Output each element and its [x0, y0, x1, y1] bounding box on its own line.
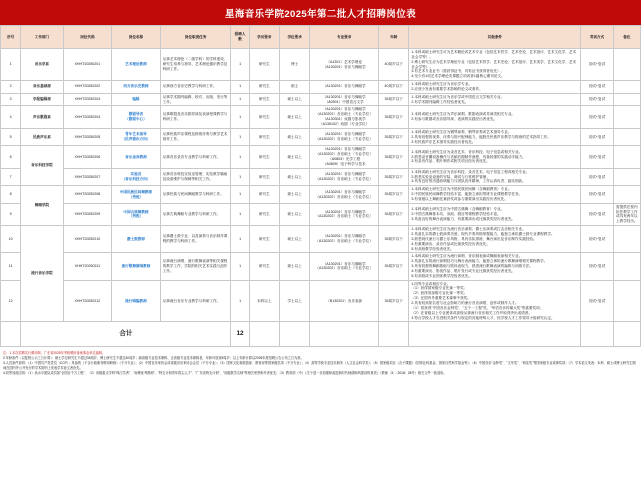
cell-other-conditions: [409, 128, 581, 146]
footnote-line: 2.年龄条件（以复核公示之日计算）：硕士学位研究生不超过35周岁，博士研究生不超过40周岁；副高级专业技术职称、正高级专业技术职称者，年龄可放宽5周岁；以上年龄计算以2025年度招聘公告公布之日为准。: [3, 356, 304, 361]
cell-age: 35周岁以下: [379, 280, 409, 322]
dline: 从事音乐录音专业教学与科研工作。: [162, 154, 221, 159]
cell-other-conditions: [409, 106, 581, 128]
cell-major: [310, 226, 379, 253]
cell-age: 35周岁以下: [379, 253, 409, 280]
dline: 从事歌剧及音乐剧导演及表演授课教学与科研工作。: [162, 112, 228, 122]
oline: 1.本科或硕士研究生应为音乐学专业。: [411, 82, 472, 87]
mline: （A135102）戏剧（专业学位）: [319, 121, 370, 126]
cell-degree: 硕士以上: [279, 93, 309, 106]
total-spacer-note: [613, 322, 640, 347]
cell-age: 35周岁以下: [379, 128, 409, 146]
cell-note: [613, 226, 640, 253]
cell-index: 5: [1, 128, 21, 146]
column-header-department: 工作部门: [21, 26, 63, 49]
oline: 1.本科或硕士研究生应为流行音乐演奏、爵士乐演奏或打击乐相关专业。: [411, 227, 526, 232]
cell-position-code: XHHT20250201: [63, 49, 112, 81]
mline: （A0809）电子科学与技术: [322, 161, 366, 166]
cell-duty: [160, 106, 231, 128]
cell-count: 1: [231, 106, 249, 128]
cell-education: 研究生: [249, 186, 279, 204]
mline: （A130202）音乐硕士（专业学位）: [315, 194, 373, 199]
table-row: [1, 146, 641, 168]
mline: （A130202）音乐硕士（专业学位）: [315, 152, 373, 157]
total-spacer-other: [409, 322, 581, 347]
cell-major: [310, 186, 379, 204]
cell-department: 音乐基础部: [21, 81, 63, 94]
cell-education: 研究生: [249, 93, 279, 106]
table-footnotes: [0, 347, 641, 381]
cell-position-code: XHHT20250202: [63, 81, 112, 94]
mline: （A130301）戏剧与影视学: [322, 117, 366, 122]
cell-education: 研究生: [249, 226, 279, 253]
cell-degree: 硕士以上: [279, 106, 309, 128]
cell-major: [310, 81, 379, 94]
cell-department: 音乐科技学院: [21, 146, 63, 186]
mline: （A130201）音乐与舞蹈学: [322, 107, 366, 112]
mline: （A130201）音乐与舞蹈学: [322, 94, 366, 99]
column-header-other: 其他条件: [409, 26, 581, 49]
cell-duty: [160, 226, 231, 253]
cell-position-code: XHHT20250212: [63, 280, 112, 322]
cell-count: 1: [231, 203, 249, 225]
oline: 2.有学术期刊编辑工作经验者优先。: [411, 99, 469, 104]
total-row: [1, 322, 641, 347]
cell-position-name[interactable]: 艺术理论教师: [112, 49, 161, 81]
cell-index: 6: [1, 146, 21, 168]
cell-major: [310, 146, 379, 168]
cell-major: [310, 203, 379, 225]
cell-exam-method: 初试+复试: [581, 253, 613, 280]
total-spacer-exam: [581, 322, 613, 347]
cell-index: 4: [1, 106, 21, 128]
oline: 3.有民族声乐艺术指导实践经历者优先。: [411, 139, 476, 144]
oline: 3.有录音作品、唱片制作或相关项目经历者优先。: [411, 159, 490, 164]
cell-degree: 硕士以上: [279, 186, 309, 204]
cell-duty: [160, 93, 231, 106]
cell-department: 声乐歌剧系: [21, 106, 63, 128]
oline: 1.本科或硕士研究生应为声乐演唱、歌剧表演或导演类相关专业。: [411, 112, 516, 117]
dline: 从事古典舞蹈专业教学与科研工作。: [162, 212, 221, 217]
mline: （A1301）艺术学理论: [326, 59, 362, 64]
cell-note: [613, 280, 640, 322]
cell-education: 研究生: [249, 168, 279, 186]
cell-duty: [160, 253, 231, 280]
column-header-degree: 学位要求: [279, 26, 309, 49]
total-spacer-age: [379, 322, 409, 347]
cell-position-name[interactable]: 实验员 （音乐科技方向）: [112, 168, 161, 186]
cell-index: 3: [1, 93, 21, 106]
mline: （B130201）音乐表演: [326, 298, 363, 303]
oline: 2.熟悉实验室设备的安装、调试与日常维护管理。: [411, 174, 490, 179]
cell-education: 研究生: [249, 146, 279, 168]
oline: 1.本科或硕士研究生应为中国民族民间舞（含舞蹈教育）专业。: [411, 187, 512, 192]
cell-count: 1: [231, 280, 249, 322]
mline: （A130202）音乐硕士（专业学位）: [315, 112, 373, 117]
dline: 从事学术期刊编辑、校对、出版、发行等工作。: [162, 94, 228, 104]
cell-other-conditions: [409, 93, 581, 106]
cell-degree: 博士: [279, 49, 309, 81]
mline: （A130201）音乐与舞蹈学: [322, 132, 366, 137]
cell-exam-method: 初试+复试: [581, 186, 613, 204]
oline: 1.本科或硕士研究生可为艺术概论或艺术专业（包括艺术哲学、艺术史论、艺术批评、艺术文化学、艺术社会学等）。: [411, 50, 577, 59]
oline: 4.至少有1项艺术学理论类课题立项或者1篇核心期刊论文。: [411, 74, 505, 79]
cell-degree: 硕士: [279, 81, 309, 94]
cell-index: 2: [1, 81, 21, 94]
cell-other-conditions: [409, 186, 581, 204]
mline: （A130201）音乐与舞蹈学: [322, 64, 366, 69]
oline: 2.具有较强的视奏、伴奏与即兴配弹能力，能胜任民族声乐教学与排练的艺术指导工作。: [411, 134, 551, 139]
cell-age: 35周岁以下: [379, 186, 409, 204]
cell-note: [613, 106, 640, 128]
cell-exam-method: 初试+复试: [581, 226, 613, 253]
cell-position-name[interactable]: 流行歌舞演唱教师: [112, 253, 161, 280]
cell-position-name[interactable]: 西方音乐史教师: [112, 81, 161, 94]
oline: 1.本科或硕士研究生应为中国古典舞（含舞蹈教育）专业。: [411, 207, 505, 212]
cell-age: 35周岁以下: [379, 226, 409, 253]
mline: （A130201）音乐与舞蹈学: [322, 189, 366, 194]
cell-count: 1: [231, 81, 249, 94]
cell-other-conditions: [409, 81, 581, 94]
dline: 从事民族声乐课程及排练伴奏与教学艺术指导工作。: [162, 132, 228, 142]
total-spacer-degree: [279, 322, 309, 347]
cell-position-name[interactable]: 编辑: [112, 93, 161, 106]
cell-age: 35周岁以下: [379, 106, 409, 128]
cell-major: [310, 49, 379, 81]
cell-other-conditions: [409, 203, 581, 225]
oline: 3.有艺术专业证书（需获得证书，具有证书获得者优先）。: [411, 69, 505, 74]
oline: （2）在省级以上专业团体或高校从事流行音乐相关工作并取得突出成绩者。: [411, 310, 532, 315]
cell-position-code: XHHT20250207: [63, 168, 112, 186]
oline: 3.具有较强的舞蹈基础与肢体表现力，熟悉流行歌舞表演的编排与训练方法。: [411, 264, 533, 269]
cell-note: [613, 146, 640, 168]
table-row: [1, 49, 641, 81]
table-row: [1, 203, 641, 225]
cell-degree: 学士以上: [279, 280, 309, 322]
oline: 3.具备良好的舞台表演能力，有重要演出或比赛获奖经历者优先。: [411, 216, 516, 221]
cell-education: 研究生: [249, 203, 279, 225]
oline: 2.具备扎实的流行演唱技巧与舞台表演能力，能独立承担流行歌舞演唱相关课程教学。: [411, 259, 548, 264]
recruitment-positions-table: [0, 25, 641, 347]
oline: 2.具备扎实的爵士鼓演奏功底、现代节奏风格掌握能力，能独立承担爵士鼓专业课程教学。: [411, 232, 555, 236]
total-spacer-index: [1, 322, 21, 347]
cell-index: 7: [1, 168, 21, 186]
oline: （1）获得国家级专业比赛一等奖；: [411, 286, 468, 291]
position-name-sub: （音乐科技方向）: [121, 176, 151, 181]
table-row: [1, 128, 641, 146]
cell-index: 10: [1, 226, 21, 253]
cell-duty: [160, 186, 231, 204]
cell-position-name[interactable]: 中国古典舞教师 （男班）: [112, 203, 161, 225]
mline: （A130201）音乐与舞蹈学: [322, 209, 366, 214]
cell-education: 本科以上: [249, 280, 279, 322]
oline: 3.熟悉现代流行与爵士乐风格，具有乐队排练、舞台演出及音乐制作实践经验。: [411, 236, 537, 241]
table-row: [1, 280, 641, 322]
cell-note: [613, 81, 640, 94]
cell-education: 研究生: [249, 128, 279, 146]
cell-degree: 硕士以上: [279, 128, 309, 146]
total-spacer-major: [310, 322, 379, 347]
table-header-row: [1, 26, 641, 49]
mline: （A130202）音乐硕士（专业学位）: [315, 214, 373, 219]
table-body: [1, 49, 641, 347]
cell-degree: 硕士以上: [279, 253, 309, 280]
table-header: [1, 26, 641, 49]
position-name-sub: （民声演出方向）: [121, 137, 151, 142]
dline: 从事爵士鼓专业、以及演奏与音乐制作课程的教学与科研工作。: [162, 234, 228, 244]
cell-other-conditions: [409, 168, 581, 186]
column-header-age: 年龄: [379, 26, 409, 49]
oline: 3.具有良好的沟通协调能力与团队协作精神，工作认真负责、踏实细致。: [411, 179, 526, 184]
oline: 2.中国古典舞基本功、身韵、剧目等课程教学经验丰富。: [411, 212, 501, 217]
cell-age: 40周岁以下: [379, 49, 409, 81]
position-name-sub: （男班）: [128, 194, 144, 199]
cell-duty: [160, 128, 231, 146]
dline: 从事民族与民间舞蹈教学与科研工作。: [162, 192, 224, 197]
dline: 从事音乐科技实验室管理、实验教学辅助及设备维护与保障等相关工作。: [162, 172, 228, 181]
cell-position-name[interactable]: 歌剧导表 （歌剧中心）: [112, 106, 161, 128]
cell-age: 35周岁以下: [379, 168, 409, 186]
cell-position-code: XHHT20250209: [63, 203, 112, 225]
mline: （A130201）音乐与舞蹈学: [322, 172, 366, 177]
cell-department: 学报编辑部: [21, 93, 63, 106]
cell-note: [613, 128, 640, 146]
cell-note: [613, 49, 640, 81]
oline: 1.本科或硕士研究生应为音乐科技、录音艺术、电子信息工程或相关专业。: [411, 169, 530, 174]
column-header-count: 招聘人数: [231, 26, 249, 49]
cell-index: 9: [1, 203, 21, 225]
cell-count: 1: [231, 226, 249, 253]
cell-position-code: XHHT20250203: [63, 93, 112, 106]
column-header-duty: 岗位职责任务: [160, 26, 231, 49]
cell-age: 35周岁以下: [379, 93, 409, 106]
total-count: 12: [231, 322, 249, 347]
cell-index: 12: [1, 280, 21, 322]
cell-count: 1: [231, 186, 249, 204]
table-row: [1, 168, 641, 186]
total-spacer-education: [249, 322, 279, 347]
cell-degree: 硕士以上: [279, 146, 309, 168]
cell-education: 研究生: [249, 49, 279, 81]
column-header-position: 岗位名称: [112, 26, 161, 49]
cell-count: 1: [231, 128, 249, 146]
cell-education: 研究生: [249, 253, 279, 280]
cell-index: 1: [1, 49, 21, 81]
oline: 2.具有较高知名度与社会影响力的流行音乐演唱、创作或制作人才。: [411, 300, 519, 305]
cell-count: 1: [231, 93, 249, 106]
column-header-code: 岗位代码: [63, 26, 112, 49]
oline: 2.博士研究生应为艺术学理论专业（包括艺术哲学、艺术史论、艺术批评、艺术美学、艺术文化学、艺术社会学等）。: [411, 59, 577, 69]
table-row: [1, 253, 641, 280]
cell-education: 研究生: [249, 106, 279, 128]
cell-position-name[interactable]: 流行唱编教师: [112, 280, 161, 322]
table-row: [1, 186, 641, 204]
cell-exam-method: 初试+复试: [581, 93, 613, 106]
cell-degree: 硕士以上: [279, 203, 309, 225]
cell-department: 舞蹈学院: [21, 186, 63, 226]
oline: 5.有高校或专业团体教学经验者优先。: [411, 273, 472, 278]
footnote-line: 4.同等其他注明：（1）高水平团队成员如"全国百千万工程"、（2）省级重点学科"珠江学者"、"南粤优秀教师"、"特支计划青年拔尖人才"、"广东省特支计划"、"省级教学名师"等相关荣誉称号者优先；（3）教育部（中）《关于进一步加强和改进新时代师德师风建设的意见》（教师〔3〕〔2018〕28号）相关文件一致适用。: [3, 370, 447, 375]
table-row: [1, 81, 641, 94]
cell-position-name[interactable]: 中国民族民间舞教师 （男班）: [112, 186, 161, 204]
mline: （A130201）音乐与舞蹈学: [322, 84, 366, 89]
oline: 1.本科或硕士研究生应为录音艺术、音乐科技、电子信息或相关专业。: [411, 149, 523, 154]
cell-index: 8: [1, 186, 21, 204]
cell-position-code: XHHT20250205: [63, 128, 112, 146]
position-name-sub: （男班）: [128, 214, 144, 219]
cell-exam-method: 初试+复试: [581, 81, 613, 94]
cell-department: 音乐学系: [21, 49, 63, 81]
mline: （A130202）音乐硕士（专业学位）: [315, 239, 373, 244]
cell-note: [613, 168, 640, 186]
column-header-education: 学历要求: [249, 26, 279, 49]
page-title: 星海音乐学院2025年第二批人才招聘岗位表: [224, 8, 417, 20]
cell-exam-method: 初试+复试: [581, 106, 613, 128]
mline: （A130201）音乐与舞蹈学: [322, 261, 366, 266]
cell-note: [613, 253, 640, 280]
cell-age: 35周岁以下: [379, 146, 409, 168]
cell-exam-method: 初试+复试: [581, 168, 613, 186]
cell-position-code: XHHT20250210: [63, 226, 112, 253]
cell-position-name[interactable]: 青年艺术指导 （民声演出方向）: [112, 128, 161, 146]
table-row: [1, 93, 641, 106]
cell-other-conditions: [409, 226, 581, 253]
cell-age: 40周岁以下: [379, 81, 409, 94]
cell-education: 研究生: [249, 81, 279, 94]
oline: （3）在国内外重要艺术赛事中获奖。: [411, 296, 471, 301]
cell-major: [310, 128, 379, 146]
cell-duty: [160, 280, 231, 322]
cell-degree: 硕士以上: [279, 226, 309, 253]
cell-exam-method: 初试+复试: [581, 203, 613, 225]
cell-exam-method: 初试+复试: [581, 146, 613, 168]
cell-position-code: XHHT20250206: [63, 146, 112, 168]
cell-exam-method: 初试+复试: [581, 280, 613, 322]
cell-other-conditions: [409, 146, 581, 168]
cell-duty: [160, 81, 231, 94]
oline: 1.同等专业或相应专业。: [411, 281, 451, 286]
dline: 从事流行音乐专业教学与科研工作。: [162, 298, 221, 303]
mline: （A130201）音乐与舞蹈学: [322, 147, 366, 152]
cell-count: 1: [231, 253, 249, 280]
oline: 3.符合学校人才引进相关条件与规定的其他特殊人才，经学校人才工作领导小组研究认定。: [411, 315, 555, 320]
mline: （A0501）中国语言文学: [324, 99, 364, 104]
oline: （2）获得省部级专业比赛一等奖；: [411, 291, 468, 296]
cell-count: 1: [231, 168, 249, 186]
cell-note: [613, 186, 640, 204]
cell-other-conditions: [409, 253, 581, 280]
oline: 2.有参与歌剧或音乐剧导演、表演的实践经历者优先。: [411, 117, 498, 122]
cell-duty: [160, 49, 231, 81]
oline: 3.有省级以上舞蹈比赛获奖或参与重要演出实践经历者优先。: [411, 196, 508, 201]
cell-position-code: XHHT20250208: [63, 186, 112, 204]
cell-count: 1: [231, 146, 249, 168]
mline: （A130201）音乐与舞蹈学: [322, 234, 366, 239]
oline: 2.熟悉录音棚设备操作与音频后期制作流程，具备较强的实践动手能力。: [411, 154, 526, 159]
oline: 1.本科或硕士研究生应为音乐学或中国语言文学相关专业。: [411, 94, 505, 99]
footnote-line: 注：1.本次招聘实行聘用制，广东省2025年考核聘用备案事业单位编制。: [3, 351, 106, 356]
cell-major: [310, 93, 379, 106]
oline: 2.应获少发表有重要学术影响的论文或著作。: [411, 86, 483, 91]
cell-count: 1: [231, 49, 249, 81]
cell-department: 流行音乐学院: [21, 226, 63, 322]
oline: 1.本科或硕士研究生应为钢琴演奏、钢琴伴奏或艺术指导专业。: [411, 129, 512, 134]
dline: 从事流行演唱、流行歌舞表演等相关课程的教学工作，学院的相关艺术实践与创作工作。: [162, 259, 228, 273]
position-name-sub: （歌剧中心）: [125, 117, 147, 122]
cell-exam-method: 初试+复试: [581, 49, 613, 81]
mline: （A130202）音乐硕士（专业学位）: [315, 137, 373, 142]
cell-department: 民族声乐系: [21, 128, 63, 146]
cell-major: [310, 106, 379, 128]
cell-major: [310, 280, 379, 322]
cell-note: 需提供在校内担任教学工作或具有两年以上教学经历。: [613, 203, 640, 225]
table-row: [1, 226, 641, 253]
column-header-note: 备注: [613, 26, 640, 49]
cell-position-name[interactable]: 爵士鼓教师: [112, 226, 161, 253]
cell-position-name[interactable]: 音乐录音教师: [112, 146, 161, 168]
total-label: 合计: [21, 322, 231, 347]
cell-duty: [160, 168, 231, 186]
cell-index: 11: [1, 253, 21, 280]
mline: （A130202）音乐硕士（专业学位）: [315, 266, 373, 271]
cell-position-code: XHHT20250211: [63, 253, 112, 280]
column-header-index: 序号: [1, 26, 21, 49]
cell-age: 35周岁以下: [379, 203, 409, 225]
dline: 从事艺术理论（二级学科）的学科建设、研究生培养与指导，艺术理论通识教学及科研工作。: [162, 57, 228, 71]
column-header-major: 专业要求: [310, 26, 379, 49]
oline: （1）曾获得"中国音乐金钟奖"、"五个一工程"奖、"华语音乐传媒大奖"等重要奖项；: [411, 305, 544, 310]
footnote-line: 3.人员条件说明：（1）中国共产党党员（CCP）；具备的（不含行政职务聘用职称）（不分专业）；（2）中国音乐家协会或省级音乐家协会会员（不分专业）；（3）国家文化和旅游部、教育部等国家级奖项（不分专业）；（4）高等学校专业技术职务（人文社会科学类）；（5）国家级项目（含子课题）（国家社科基金、国家自然科学基金等）；（6）中国音乐"金钟奖"、"文华奖"、"荷花奖"等国家级专业赛事奖项；（7）学术论文发表：本科、硕士或博士研究生期间在国内外公开发行的学术期刊上发表学术论文者优先。: [3, 360, 636, 370]
oline: 2.中国民族民间舞教学经验丰富，能独立承担男班专业课程教学任务。: [411, 192, 523, 197]
cell-major: [310, 168, 379, 186]
cell-degree: 硕士以上: [279, 168, 309, 186]
cell-duty: [160, 203, 231, 225]
cell-duty: [160, 146, 231, 168]
oline: 4.有重要演出、录音作品或比赛获奖经历者优先。: [411, 241, 490, 246]
dline: 从事西方音乐史教学与科研工作。: [162, 84, 217, 89]
oline: 5.有高校教学经验者优先。: [411, 246, 454, 251]
oline: 4.有重要演出、影视作品、唱片发行或专业比赛获奖经历者优先。: [411, 268, 516, 273]
cell-note: [613, 93, 640, 106]
mline: （A0803）光学工程: [328, 157, 361, 162]
cell-position-code: XHHT20250204: [63, 106, 112, 128]
table-row: [1, 106, 641, 128]
cell-exam-method: 初试+复试: [581, 128, 613, 146]
cell-major: [310, 253, 379, 280]
mline: （A130202）音乐硕士（专业学位）: [315, 176, 373, 181]
column-header-exam: 考试方式: [581, 26, 613, 49]
oline: 1.本科或硕士研究生应为流行演唱、音乐剧表演或舞蹈表演相关专业。: [411, 254, 523, 259]
cell-other-conditions: [409, 49, 581, 81]
cell-other-conditions: [409, 280, 581, 322]
page-title-bar: [0, 0, 641, 25]
